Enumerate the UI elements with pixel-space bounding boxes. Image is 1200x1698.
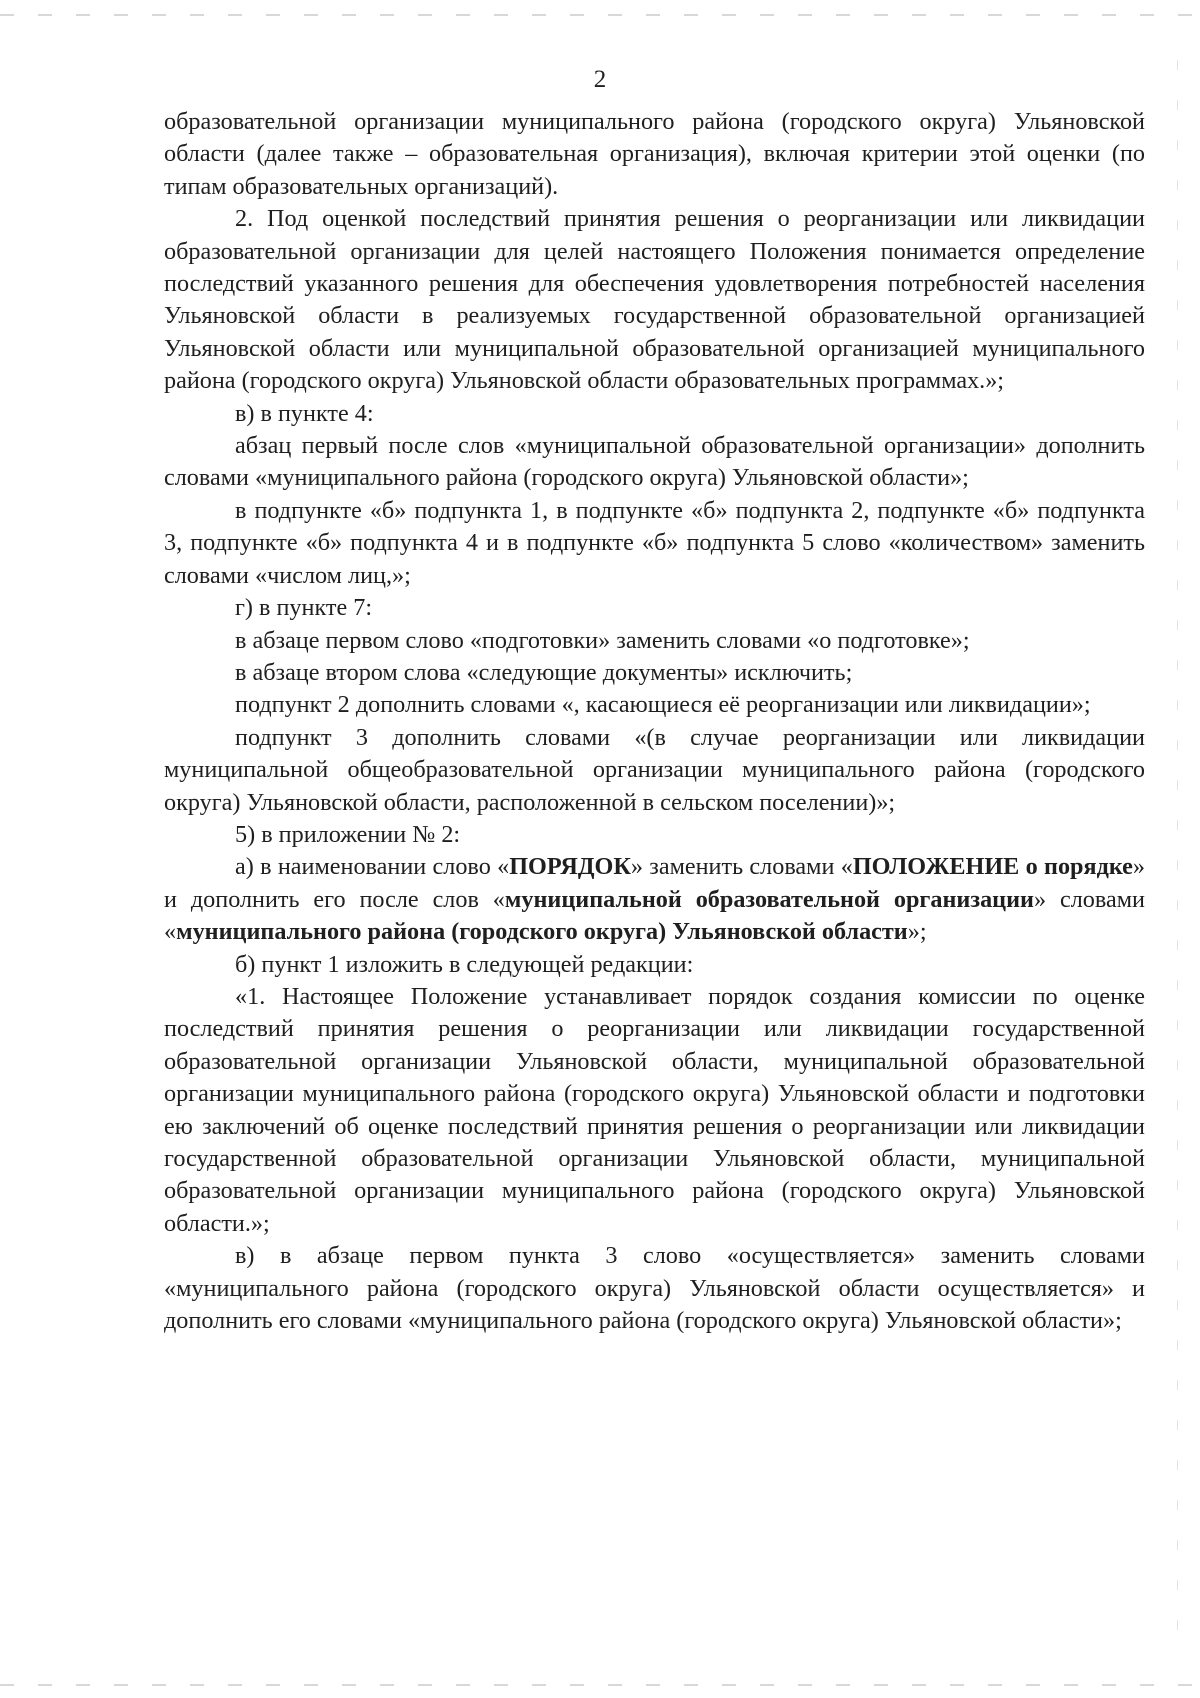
paragraph: 2. Под оценкой последствий принятия решения о реорганизации или ликвидации образовательной организации для целей настоящего Положения понимается определение последствий указанного решения для обеспечения удовлетворения потребностей населения Ульяновской области в реализуемых государственной образовательной организацией Ульяновской области или муниципальной образовательной организацией муниципального района (городского округа) Ульяновской области образовательных программах.»; xyxy=(164,205,1145,395)
text-run: » и дополнить его после слов « xyxy=(164,853,1145,913)
bold-run: муниципальной образовательной организации xyxy=(504,885,1034,913)
page-number: 2 xyxy=(593,66,607,93)
paragraph: в) в пункте 4: xyxy=(235,399,374,427)
text-run: » заменить словами « xyxy=(630,853,853,881)
paragraph: абзац первый после слов «муниципальной образовательной организации» дополнить словами «муниципального района (городского округа) Ульяновской области»; xyxy=(164,432,1145,492)
text-run: а) в наименовании слово « xyxy=(235,853,510,881)
document-body xyxy=(164,106,1145,1337)
bold-run: ПОРЯДОК xyxy=(509,853,631,881)
paragraph: подпункт 2 дополнить словами «, касающиеся её реорганизации или ликвидации»; xyxy=(235,691,1091,719)
paragraph: «1. Настоящее Положение устанавливает порядок создания комиссии по оценке последствий принятия решения о реорганизации или ликвидации государственной образовательной организации Ульяновской области, муниципальной образовательной организации муниципального района (городского округа) Ульяновской области и подготовки ею заключений об оценке последствий принятия решения о реорганизации или ликвидации государственной образовательной организации Ульяновской области, муниципальной образовательной организации муниципального района (городского округа) Ульяновской области.»; xyxy=(164,982,1145,1237)
bold-run: муниципального района (городского округа) Ульяновской области xyxy=(176,918,908,946)
paragraph: образовательной организации муниципального района (городского округа) Ульяновской области (далее также – образовательная организация), включая критерии этой оценки (по типам образовательных организаций). xyxy=(164,108,1145,200)
paragraph: в абзаце втором слова «следующие документы» исключить; xyxy=(235,658,853,686)
paragraph: в подпункте «б» подпункта 1, в подпункте «б» подпункта 2, подпункте «б» подпункта 3, подпункте «б» подпункта 4 и в подпункте «б» подпункта 5 слово «количеством» заменить словами «числом лиц,»; xyxy=(164,496,1145,589)
paragraph: в абзаце первом слово «подготовки» заменить словами «о подготовке»; xyxy=(235,626,970,654)
scan-edge-right xyxy=(1177,60,1178,1638)
scan-edge-top xyxy=(0,14,1200,16)
paragraph: г) в пункте 7: xyxy=(235,594,373,622)
paragraph: подпункт 3 дополнить словами «(в случае реорганизации или ликвидации муниципальной общеобразовательной организации муниципального района (городского округа) Ульяновской области, расположенной в сельском поселении)»; xyxy=(164,723,1145,816)
bold-run: ПОЛОЖЕНИЕ о порядке xyxy=(852,853,1133,881)
text-run: »; xyxy=(907,918,927,946)
paragraph: 5) в приложении № 2: xyxy=(235,820,461,848)
paragraph: в) в абзаце первом пункта 3 слово «осуществляется» заменить словами «муниципального района (городского округа) Ульяновской области осуществляется» и дополнить его словами «муниципального района (городского округа) Ульяновской области»; xyxy=(164,1242,1145,1335)
text-run: » словами « xyxy=(164,885,1145,946)
paragraph: б) пункт 1 изложить в следующей редакции: xyxy=(235,950,694,978)
scan-edge-bottom xyxy=(0,1684,1200,1686)
paragraph-bold-mixed xyxy=(164,851,1145,948)
